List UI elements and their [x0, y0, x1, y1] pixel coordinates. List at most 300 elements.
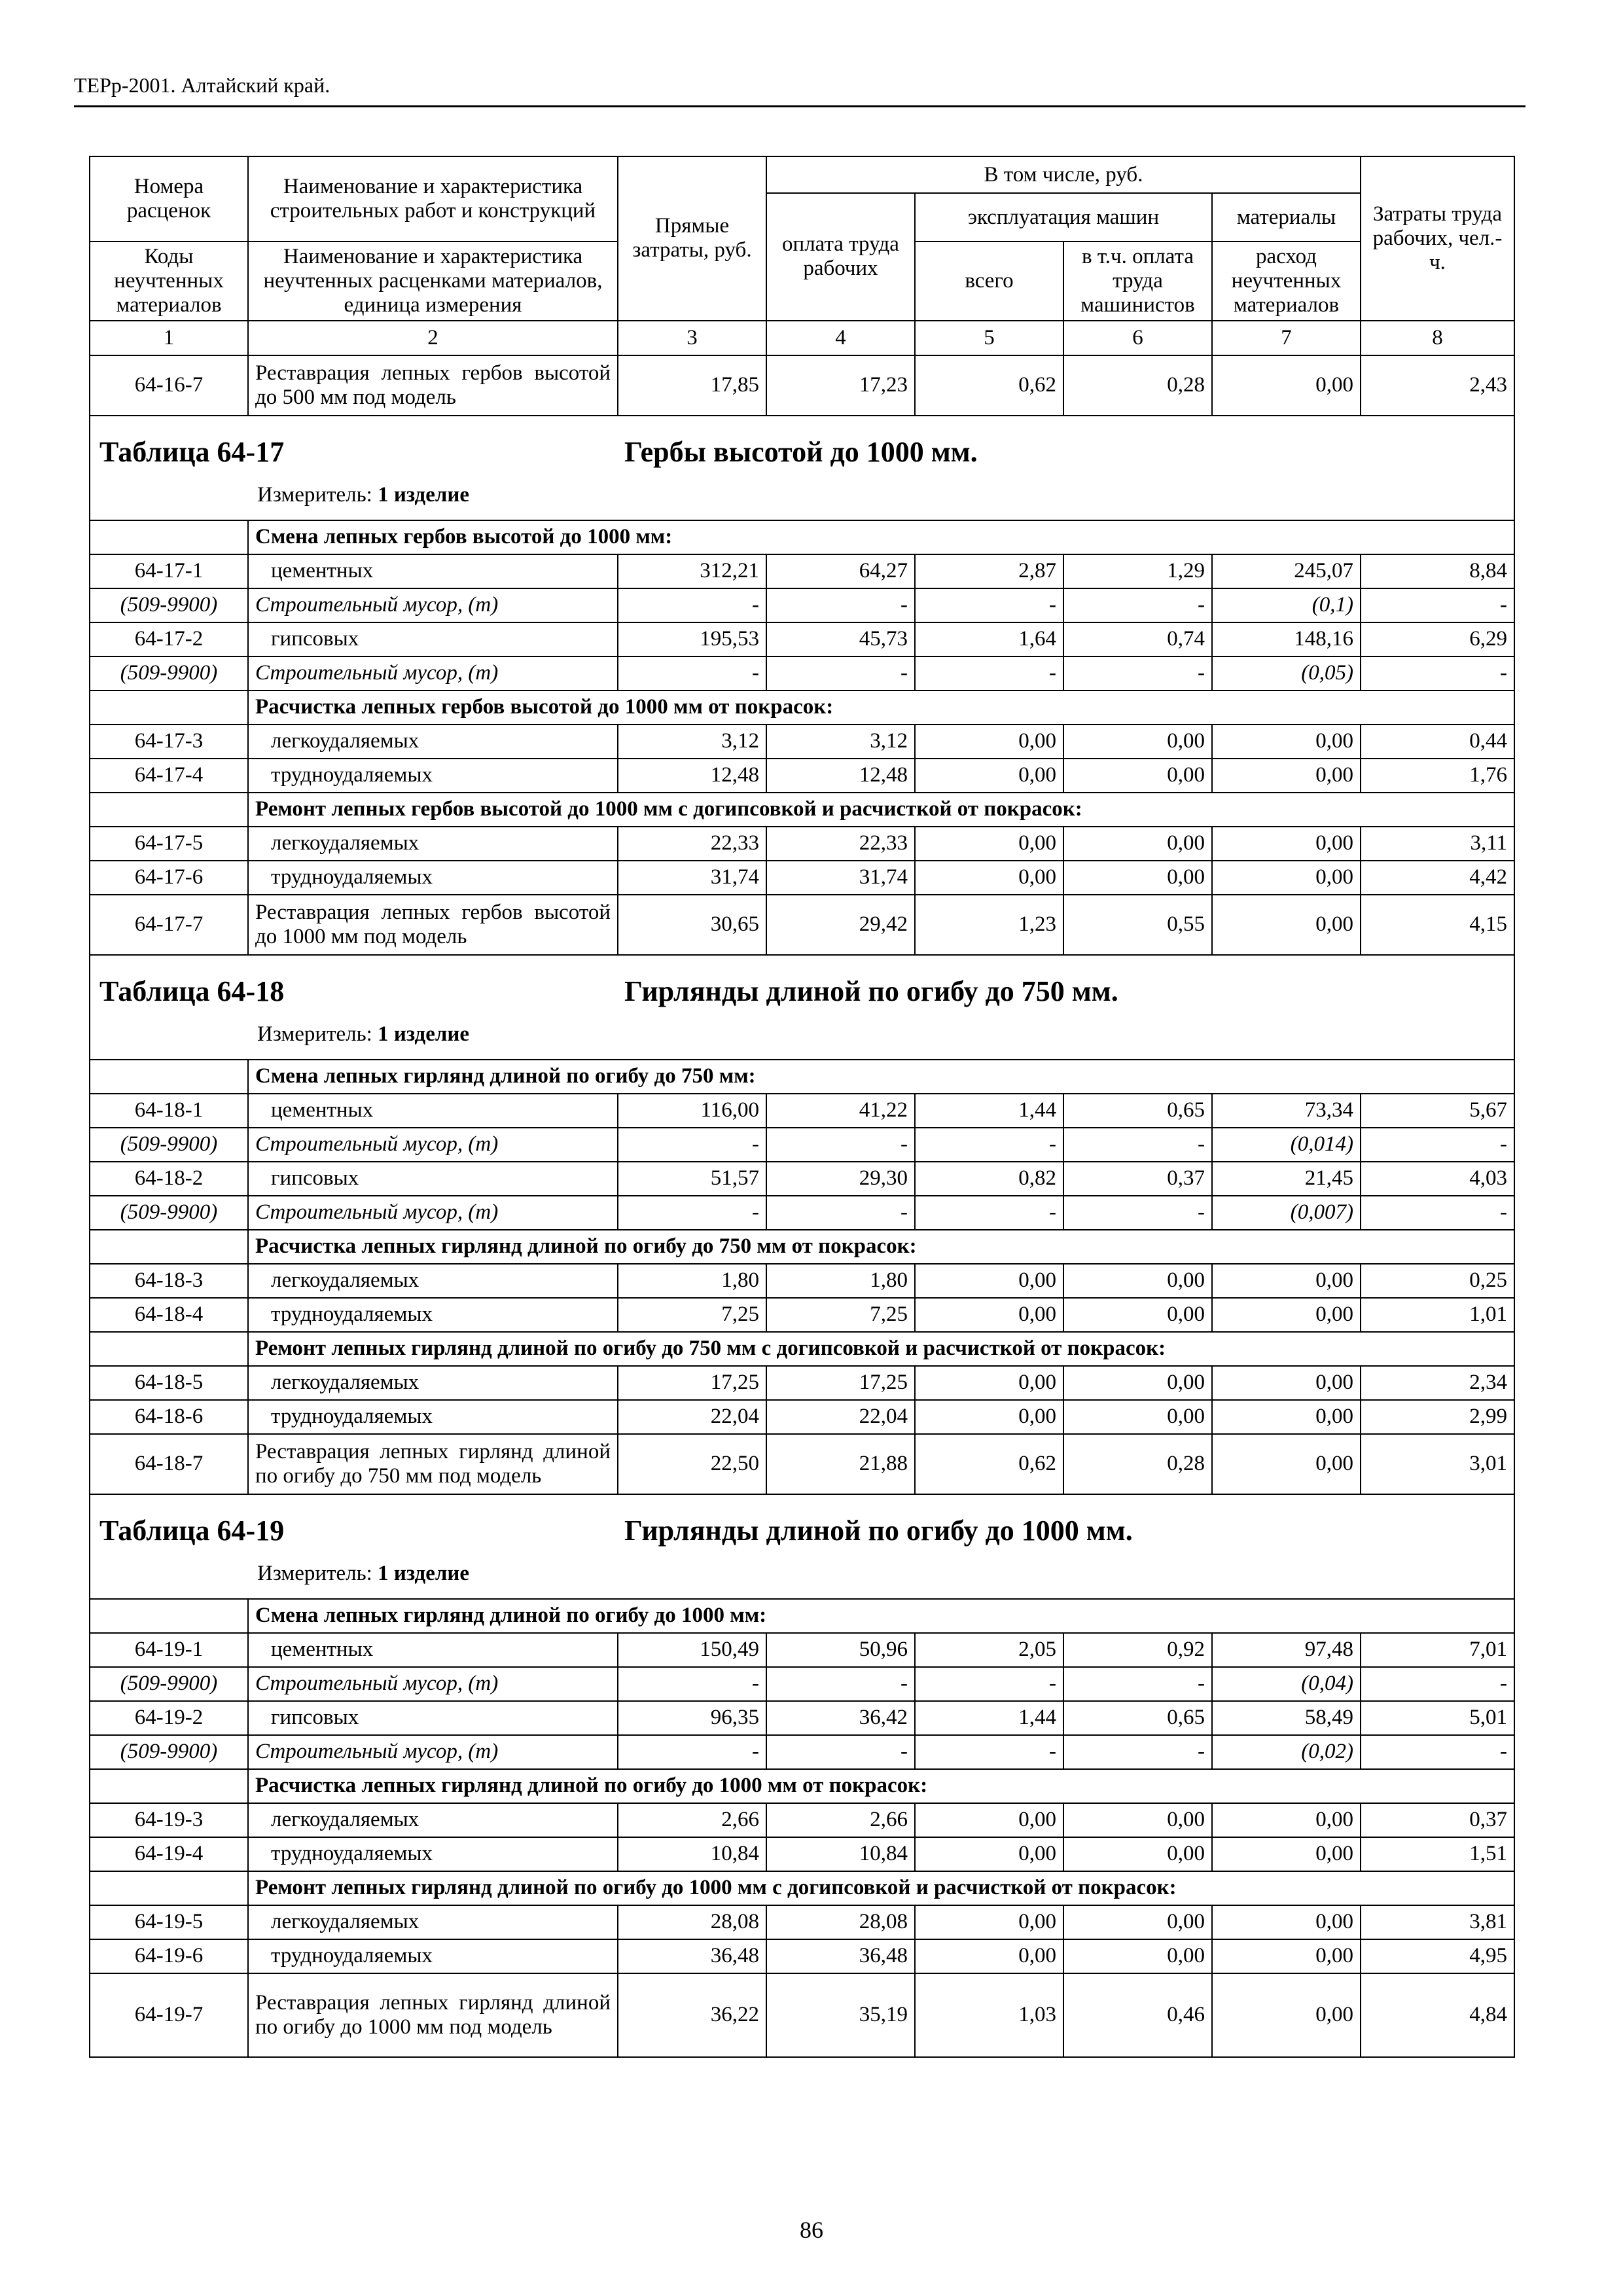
table-number: Таблица 64-17 — [99, 435, 285, 468]
value-cell: 0,82 — [915, 1162, 1063, 1196]
value-cell: 17,25 — [766, 1366, 915, 1400]
table-title-cell — [90, 955, 1514, 1060]
value-cell: 36,22 — [618, 1973, 766, 2057]
value-cell: 36,48 — [618, 1939, 766, 1973]
table-row — [90, 1094, 1514, 1128]
section-row — [90, 1769, 1514, 1803]
section-heading: Смена лепных гербов высотой до 1000 мм: — [248, 520, 1514, 554]
value-cell: - — [1361, 1196, 1514, 1230]
value-cell: 0,00 — [1063, 1905, 1212, 1939]
table-row — [90, 1264, 1514, 1298]
value-cell: 64,27 — [766, 554, 915, 588]
table-row — [90, 827, 1514, 861]
col-header-name: Наименование и характеристика строительных работ и конструкций — [248, 156, 618, 242]
value-cell: 51,57 — [618, 1162, 766, 1196]
section-heading: Ремонт лепных гирлянд длиной по огибу до 1000 мм с догипсовкой и расчисткой от покрасок: — [248, 1871, 1514, 1905]
value-cell: 3,01 — [1361, 1434, 1514, 1494]
header-rule — [74, 105, 1525, 107]
value-cell: 0,62 — [915, 355, 1063, 416]
material-row — [90, 656, 1514, 691]
value-cell: 0,00 — [915, 1366, 1063, 1400]
value-cell: - — [915, 588, 1063, 622]
price-table — [89, 156, 1515, 2058]
table-row — [90, 1434, 1514, 1494]
table-row — [90, 1973, 1514, 2057]
table-title: Гербы высотой до 1000 мм. — [624, 435, 978, 468]
rate-name: Строительный мусор, (т) — [248, 1196, 618, 1230]
value-cell: 0,25 — [1361, 1264, 1514, 1298]
value-cell: 10,84 — [618, 1837, 766, 1871]
value-cell: 0,00 — [1212, 1434, 1361, 1494]
value-cell: 45,73 — [766, 622, 915, 656]
section-heading: Расчистка лепных гербов высотой до 1000 мм от покрасок: — [248, 691, 1514, 725]
measure-unit — [257, 1562, 469, 1586]
value-cell: - — [915, 1735, 1063, 1769]
value-cell: 50,96 — [766, 1633, 915, 1667]
table-number: Таблица 64-19 — [99, 1514, 285, 1547]
value-cell: 1,03 — [915, 1973, 1063, 2057]
value-cell: 21,45 — [1212, 1162, 1361, 1196]
rate-code: (509-9900) — [90, 1667, 248, 1701]
value-cell: 10,84 — [766, 1837, 915, 1871]
value-cell: 35,19 — [766, 1973, 915, 2057]
value-cell: 312,21 — [618, 554, 766, 588]
value-cell: 0,00 — [1063, 1366, 1212, 1400]
value-cell: 0,00 — [915, 1400, 1063, 1434]
rate-code: 64-18-3 — [90, 1264, 248, 1298]
rate-name: Строительный мусор, (т) — [248, 1667, 618, 1701]
table-row — [90, 1298, 1514, 1332]
value-cell: 28,08 — [766, 1905, 915, 1939]
rate-code: 64-17-7 — [90, 895, 248, 955]
value-cell: 0,00 — [1212, 355, 1361, 416]
rate-code: 64-18-5 — [90, 1366, 248, 1400]
section-row — [90, 1332, 1514, 1366]
value-cell: - — [915, 656, 1063, 691]
value-cell: 0,00 — [1063, 827, 1212, 861]
table-row — [90, 622, 1514, 656]
value-cell: 1,51 — [1361, 1837, 1514, 1871]
measure-unit — [257, 483, 469, 507]
section-row — [90, 691, 1514, 725]
measure-value: 1 изделие — [378, 482, 470, 507]
value-cell: 0,00 — [1212, 1837, 1361, 1871]
value-cell: 0,00 — [1212, 1264, 1361, 1298]
col-header-wage: оплата труда рабочих — [766, 193, 915, 321]
value-cell: - — [1063, 588, 1212, 622]
value-cell: 0,65 — [1063, 1094, 1212, 1128]
value-cell: - — [618, 1128, 766, 1162]
rate-name: Реставрация лепных гирлянд длиной по огибу до 750 мм под модель — [248, 1434, 618, 1494]
value-cell: - — [766, 1735, 915, 1769]
value-cell: 245,07 — [1212, 554, 1361, 588]
rate-name: гипсовых — [248, 1701, 618, 1735]
section-row — [90, 1871, 1514, 1905]
material-row — [90, 1667, 1514, 1701]
col-number: 2 — [248, 321, 618, 355]
rate-code: (509-9900) — [90, 656, 248, 691]
col-header-mat-use: расход неучтенных материалов — [1212, 242, 1361, 321]
value-cell: 17,85 — [618, 355, 766, 416]
value-cell: 0,62 — [915, 1434, 1063, 1494]
value-cell: 0,28 — [1063, 1434, 1212, 1494]
value-cell: 0,00 — [1063, 1939, 1212, 1973]
rate-code: 64-18-1 — [90, 1094, 248, 1128]
measure-value: 1 изделие — [378, 1022, 470, 1046]
value-cell: 3,81 — [1361, 1905, 1514, 1939]
value-cell: 41,22 — [766, 1094, 915, 1128]
value-cell: - — [1361, 1735, 1514, 1769]
value-cell: 2,66 — [618, 1803, 766, 1837]
value-cell: 7,25 — [618, 1298, 766, 1332]
col-header-materials: материалы — [1212, 193, 1361, 242]
value-cell: 0,00 — [1212, 725, 1361, 759]
value-cell: 0,00 — [915, 1264, 1063, 1298]
rate-name: трудноудаляемых — [248, 1400, 618, 1434]
rate-code: 64-19-2 — [90, 1701, 248, 1735]
value-cell: (0,02) — [1212, 1735, 1361, 1769]
value-cell: - — [915, 1667, 1063, 1701]
value-cell: 2,87 — [915, 554, 1063, 588]
rate-name: Строительный мусор, (т) — [248, 1735, 618, 1769]
value-cell: 8,84 — [1361, 554, 1514, 588]
rate-name: Реставрация лепных гербов высотой до 500 мм под модель — [248, 355, 618, 416]
value-cell: 4,95 — [1361, 1939, 1514, 1973]
value-cell: 96,35 — [618, 1701, 766, 1735]
value-cell: 4,15 — [1361, 895, 1514, 955]
value-cell: 1,44 — [915, 1094, 1063, 1128]
value-cell: 7,25 — [766, 1298, 915, 1332]
table-block-title — [90, 1494, 1514, 1599]
section-heading: Ремонт лепных гирлянд длиной по огибу до 750 мм с догипсовкой и расчисткой от покрасок: — [248, 1332, 1514, 1366]
section-heading: Ремонт лепных гербов высотой до 1000 мм с догипсовкой и расчисткой от покрасок: — [248, 793, 1514, 827]
rate-code: 64-19-4 — [90, 1837, 248, 1871]
value-cell: 0,00 — [915, 725, 1063, 759]
value-cell: 0,37 — [1361, 1803, 1514, 1837]
table-row — [90, 759, 1514, 793]
value-cell: (0,014) — [1212, 1128, 1361, 1162]
table-row — [90, 895, 1514, 955]
rate-name: трудноудаляемых — [248, 1837, 618, 1871]
value-cell: - — [1063, 1196, 1212, 1230]
value-cell: 0,00 — [1212, 1939, 1361, 1973]
rate-code: 64-17-1 — [90, 554, 248, 588]
value-cell: 4,03 — [1361, 1162, 1514, 1196]
table-row — [90, 1803, 1514, 1837]
value-cell: 28,08 — [618, 1905, 766, 1939]
value-cell: - — [766, 588, 915, 622]
value-cell: - — [766, 656, 915, 691]
rate-name: Строительный мусор, (т) — [248, 656, 618, 691]
rate-name: гипсовых — [248, 622, 618, 656]
rate-code: 64-18-6 — [90, 1400, 248, 1434]
value-cell: 0,74 — [1063, 622, 1212, 656]
rate-name: легкоудаляемых — [248, 827, 618, 861]
value-cell: 4,84 — [1361, 1973, 1514, 2057]
column-numbers-row — [90, 321, 1514, 355]
table-row — [90, 1905, 1514, 1939]
material-row — [90, 588, 1514, 622]
value-cell: 1,64 — [915, 622, 1063, 656]
rate-name: легкоудаляемых — [248, 1803, 618, 1837]
value-cell: - — [618, 1196, 766, 1230]
rate-code: 64-17-5 — [90, 827, 248, 861]
rate-code: (509-9900) — [90, 1196, 248, 1230]
value-cell: - — [618, 1735, 766, 1769]
value-cell: 150,49 — [618, 1633, 766, 1667]
rate-name: Строительный мусор, (т) — [248, 1128, 618, 1162]
value-cell: - — [1361, 1128, 1514, 1162]
value-cell: - — [618, 588, 766, 622]
table-title-cell — [90, 416, 1514, 520]
col-header-codes: Коды неучтенных материалов — [90, 242, 248, 321]
value-cell: 3,12 — [766, 725, 915, 759]
rate-name: цементных — [248, 1633, 618, 1667]
rate-name: трудноудаляемых — [248, 759, 618, 793]
value-cell: 0,00 — [1212, 1298, 1361, 1332]
value-cell: - — [1361, 588, 1514, 622]
value-cell: 21,88 — [766, 1434, 915, 1494]
value-cell: 1,01 — [1361, 1298, 1514, 1332]
rate-name: трудноудаляемых — [248, 861, 618, 895]
rate-name: цементных — [248, 1094, 618, 1128]
value-cell: - — [618, 656, 766, 691]
rate-code: 64-19-7 — [90, 1973, 248, 2057]
col-header-incl: В том числе, руб. — [766, 156, 1361, 193]
value-cell: 7,01 — [1361, 1633, 1514, 1667]
value-cell: - — [1063, 1735, 1212, 1769]
col-header-codes-name: Наименование и характеристика неучтенных расценками материалов, единица измерения — [248, 242, 618, 321]
value-cell: 116,00 — [618, 1094, 766, 1128]
value-cell: 1,80 — [618, 1264, 766, 1298]
section-row — [90, 1230, 1514, 1264]
value-cell: 0,46 — [1063, 1973, 1212, 2057]
value-cell: 12,48 — [618, 759, 766, 793]
rate-code: (509-9900) — [90, 1128, 248, 1162]
value-cell: 0,00 — [915, 1939, 1063, 1973]
value-cell: 0,00 — [1212, 1400, 1361, 1434]
rate-name: легкоудаляемых — [248, 1264, 618, 1298]
value-cell: 22,50 — [618, 1434, 766, 1494]
rate-code: 64-16-7 — [90, 355, 248, 416]
value-cell: 17,23 — [766, 355, 915, 416]
value-cell: 0,65 — [1063, 1701, 1212, 1735]
value-cell: 5,01 — [1361, 1701, 1514, 1735]
value-cell: 0,00 — [1212, 827, 1361, 861]
table-row — [90, 1837, 1514, 1871]
rate-name: Реставрация лепных гирлянд длиной по огибу до 1000 мм под модель — [248, 1973, 618, 2057]
value-cell: 0,92 — [1063, 1633, 1212, 1667]
value-cell: 73,34 — [1212, 1094, 1361, 1128]
value-cell: 2,43 — [1361, 355, 1514, 416]
value-cell: - — [766, 1196, 915, 1230]
table-row — [90, 1633, 1514, 1667]
rate-name: Реставрация лепных гербов высотой до 1000 мм под модель — [248, 895, 618, 955]
value-cell: (0,007) — [1212, 1196, 1361, 1230]
rate-name: цементных — [248, 554, 618, 588]
value-cell: 0,00 — [1212, 1905, 1361, 1939]
value-cell: 2,34 — [1361, 1366, 1514, 1400]
col-number: 3 — [618, 321, 766, 355]
value-cell: 0,00 — [1212, 895, 1361, 955]
page-number: 86 — [800, 2217, 823, 2243]
value-cell: 0,00 — [915, 759, 1063, 793]
rate-name: гипсовых — [248, 1162, 618, 1196]
col-header-num: Номера расценок — [90, 156, 248, 242]
measure-value: 1 изделие — [378, 1561, 470, 1585]
rate-code: 64-17-6 — [90, 861, 248, 895]
table-row — [90, 1400, 1514, 1434]
value-cell: (0,04) — [1212, 1667, 1361, 1701]
value-cell: 0,00 — [1063, 1264, 1212, 1298]
value-cell: 148,16 — [1212, 622, 1361, 656]
value-cell: 0,00 — [1063, 1803, 1212, 1837]
value-cell: 2,05 — [915, 1633, 1063, 1667]
value-cell: 3,12 — [618, 725, 766, 759]
measure-label: Измеритель: — [257, 1561, 372, 1585]
value-cell: - — [766, 1128, 915, 1162]
value-cell: 22,04 — [618, 1400, 766, 1434]
rate-name: легкоудаляемых — [248, 1905, 618, 1939]
value-cell: 0,00 — [1063, 725, 1212, 759]
section-row — [90, 1060, 1514, 1094]
value-cell: 195,53 — [618, 622, 766, 656]
col-header-labor: Затраты труда рабочих, чел.-ч. — [1361, 156, 1514, 321]
section-row — [90, 1599, 1514, 1633]
value-cell: 3,11 — [1361, 827, 1514, 861]
rate-name: легкоудаляемых — [248, 1366, 618, 1400]
measure-label: Измеритель: — [257, 482, 372, 507]
value-cell: 6,29 — [1361, 622, 1514, 656]
value-cell: 2,99 — [1361, 1400, 1514, 1434]
value-cell: 22,33 — [766, 827, 915, 861]
value-cell: - — [1361, 656, 1514, 691]
value-cell: 0,00 — [1212, 759, 1361, 793]
value-cell: 0,00 — [1063, 861, 1212, 895]
value-cell: 29,30 — [766, 1162, 915, 1196]
table-row — [90, 725, 1514, 759]
value-cell: 0,00 — [915, 1803, 1063, 1837]
rate-code: 64-18-2 — [90, 1162, 248, 1196]
col-number: 1 — [90, 321, 248, 355]
table-row — [90, 1701, 1514, 1735]
value-cell: 4,42 — [1361, 861, 1514, 895]
value-cell: - — [915, 1128, 1063, 1162]
value-cell: 0,00 — [1212, 861, 1361, 895]
section-heading: Расчистка лепных гирлянд длиной по огибу до 750 мм от покрасок: — [248, 1230, 1514, 1264]
col-header-machines: эксплуатация машин — [915, 193, 1212, 242]
value-cell: 0,55 — [1063, 895, 1212, 955]
table-block-title — [90, 416, 1514, 520]
value-cell: 0,00 — [1212, 1366, 1361, 1400]
rate-code: 64-19-5 — [90, 1905, 248, 1939]
rate-code: 64-19-1 — [90, 1633, 248, 1667]
value-cell: 0,28 — [1063, 355, 1212, 416]
value-cell: - — [1063, 1128, 1212, 1162]
value-cell: 29,42 — [766, 895, 915, 955]
value-cell: 0,00 — [915, 861, 1063, 895]
value-cell: - — [618, 1667, 766, 1701]
value-cell: 36,48 — [766, 1939, 915, 1973]
rate-code: 64-17-2 — [90, 622, 248, 656]
section-heading: Расчистка лепных гирлянд длиной по огибу до 1000 мм от покрасок: — [248, 1769, 1514, 1803]
table-row — [90, 861, 1514, 895]
material-row — [90, 1735, 1514, 1769]
section-row — [90, 520, 1514, 554]
value-cell: - — [1063, 1667, 1212, 1701]
rate-code: 64-18-7 — [90, 1434, 248, 1494]
value-cell: 0,00 — [915, 1905, 1063, 1939]
value-cell: 5,67 — [1361, 1094, 1514, 1128]
table-row — [90, 554, 1514, 588]
col-header-mach-wage: в т.ч. оплата труда машинистов — [1063, 242, 1212, 321]
table-block-title — [90, 955, 1514, 1060]
value-cell: 1,76 — [1361, 759, 1514, 793]
material-row — [90, 1128, 1514, 1162]
rate-code: 64-19-3 — [90, 1803, 248, 1837]
rate-code: 64-17-3 — [90, 725, 248, 759]
value-cell: 0,00 — [1063, 1298, 1212, 1332]
value-cell: 31,74 — [766, 861, 915, 895]
rate-code: (509-9900) — [90, 588, 248, 622]
value-cell: (0,05) — [1212, 656, 1361, 691]
table-title: Гирлянды длиной по огибу до 1000 мм. — [624, 1514, 1133, 1547]
value-cell: 0,00 — [915, 827, 1063, 861]
rate-name: трудноудаляемых — [248, 1939, 618, 1973]
measure-label: Измеритель: — [257, 1022, 372, 1046]
rate-name: Строительный мусор, (т) — [248, 588, 618, 622]
value-cell: 0,00 — [1063, 1837, 1212, 1871]
rate-name: легкоудаляемых — [248, 725, 618, 759]
value-cell: 1,23 — [915, 895, 1063, 955]
value-cell: 0,00 — [1063, 759, 1212, 793]
table-title-cell — [90, 1494, 1514, 1599]
value-cell: 0,00 — [1063, 1400, 1212, 1434]
running-header: ТЕРр-2001. Алтайский край. — [74, 73, 330, 97]
value-cell: (0,1) — [1212, 588, 1361, 622]
section-heading: Смена лепных гирлянд длиной по огибу до 750 мм: — [248, 1060, 1514, 1094]
col-number: 8 — [1361, 321, 1514, 355]
col-number: 7 — [1212, 321, 1361, 355]
section-row — [90, 793, 1514, 827]
value-cell: 1,29 — [1063, 554, 1212, 588]
table-row — [90, 1162, 1514, 1196]
value-cell: 12,48 — [766, 759, 915, 793]
rate-code: 64-18-4 — [90, 1298, 248, 1332]
value-cell: 1,44 — [915, 1701, 1063, 1735]
value-cell: 0,00 — [1212, 1803, 1361, 1837]
value-cell: 30,65 — [618, 895, 766, 955]
material-row — [90, 1196, 1514, 1230]
section-heading: Смена лепных гирлянд длиной по огибу до 1000 мм: — [248, 1599, 1514, 1633]
value-cell: 97,48 — [1212, 1633, 1361, 1667]
col-number: 4 — [766, 321, 915, 355]
table-row — [90, 1939, 1514, 1973]
value-cell: - — [915, 1196, 1063, 1230]
value-cell: 0,00 — [915, 1837, 1063, 1871]
value-cell: 22,33 — [618, 827, 766, 861]
value-cell: 17,25 — [618, 1366, 766, 1400]
value-cell: - — [1361, 1667, 1514, 1701]
table-number: Таблица 64-18 — [99, 975, 285, 1007]
value-cell: 22,04 — [766, 1400, 915, 1434]
header-row-1 — [90, 156, 1514, 193]
table-row — [90, 355, 1514, 416]
value-cell: - — [1063, 656, 1212, 691]
value-cell: 0,44 — [1361, 725, 1514, 759]
col-number: 5 — [915, 321, 1063, 355]
col-header-direct: Прямые затраты, руб. — [618, 156, 766, 321]
